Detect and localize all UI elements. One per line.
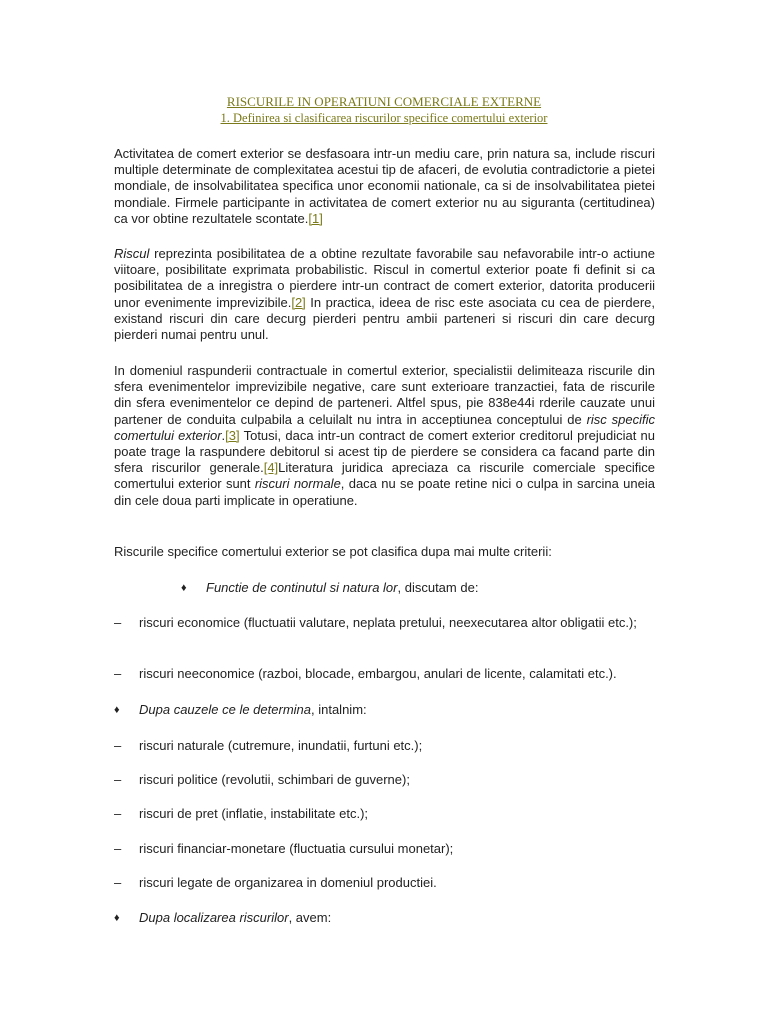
list-item: riscuri neeconomice (razboi, blocade, embargou, anulari de licente, calamitati etc.). [139,666,617,681]
list-item: riscuri legate de organizarea in domeniul productiei. [139,875,437,890]
paragraph-text: Literatura juridica apreciaza ca riscurile comerciale specifice comertului exterior sunt [114,460,655,492]
paragraph-risk-definition [114,246,655,343]
dash-marker: – [114,615,122,630]
criterion-content-nature [206,580,478,596]
term-riscul: Riscul [114,246,150,261]
criterion-label: Dupa cauzele ce le determina [139,702,311,717]
criterion-causes [139,702,367,718]
criterion-suffix: , intalnim: [311,702,367,717]
paragraph-intro [114,146,655,227]
footnote-link-3[interactable]: [3] [225,427,240,443]
criterion-location [139,910,331,926]
dash-marker: – [114,666,122,681]
bullet-diamond-icon: ♦ [114,704,120,716]
footnote-link-4[interactable]: [4] [263,460,279,476]
dash-marker: – [114,806,122,821]
dash-marker: – [114,772,122,787]
italic-term: risc specific comertului exterior [114,411,655,443]
list-item: riscuri naturale (cutremure, inundatii, furtuni etc.); [139,738,423,753]
list-item: riscuri de pret (inflatie, instabilitate etc.); [139,806,369,821]
list-item: riscuri financiar-monetare (fluctuatia cursului monetar); [139,841,454,856]
bullet-diamond-icon: ♦ [181,582,187,594]
document-title[interactable]: RISCURILE IN OPERATIUNI COMERCIALE EXTERNE [226,94,542,109]
bullet-diamond-icon: ♦ [114,912,120,924]
section-heading[interactable]: 1. Definirea si clasificarea riscurilor specifice comertului exterior [220,111,548,125]
list-item: riscuri politice (revolutii, schimbari de guverne); [139,772,410,787]
list-item: riscuri economice (fluctuatii valutare, neplata pretului, neexecutarea altor obligatii etc.); [139,615,637,630]
paragraph-text: In practica, ideea de risc este asociata cu cea de pierdere, existand riscuri din care decurg pierderi pentru ambii parteneri si riscuri din care decurg pierderi numai pentru unul. [114,294,655,343]
criterion-label: Functie de continutul si natura lor [206,580,398,595]
paragraph-text: In domeniul raspunderii contractuale in comertul exterior, specialistii delimiteaza riscurile din sfera evenimentelor imprevizibile negative, care sunt exterioare tranzactiei, fata de riscurile din sfera evenimentelor ce depind de parteneri. Altfel spus, pie 838e44i rderile cauzate unui partener de conduita culpabila a celuilalt nu intra in acceptiunea conceptului de [114,363,655,427]
paragraph-text: reprezinta posibilitatea de a obtine rezultate favorabile sau nefavorabile intr-o actiune viitoare, posibilitate exprimata probabilistic. Riscul in comertul exterior poate fi definit si ca posibilitatea de a inregistra o pierdere intr-un contract de comert exterior, datorita producerii unor evenimente imprevizibile. [114,246,655,310]
footnote-link-1[interactable]: [1] [308,210,323,226]
criteria-intro: Riscurile specifice comertului exterior se pot clasifica dupa mai multe criterii: [114,544,552,559]
paragraph-text: Totusi, daca intr-un contract de comert exterior creditorul prejudiciat nu poate trage la raspundere debitorul si acest tip de pierdere se considera ca facand parte din sfera riscurilor generale. [114,427,655,476]
criterion-suffix: , avem: [288,910,332,925]
criterion-label: Dupa localizarea riscurilor [139,910,289,925]
paragraph-text: , daca nu se poate retine nici o culpa in sarcina uneia din cele doua parti implicate in operatiune. [114,476,655,508]
italic-term: riscuri normale [254,476,341,492]
criterion-suffix: , discutam de: [397,580,479,595]
dash-marker: – [114,738,122,753]
paragraph-contractual-liability: In domeniul raspunderii contractuale in comertul exterior, specialistii delimiteaza riscurile din sfera evenimentelor imprevizibile negative, care sunt exterioare tranzactiei, fata de riscurile din sfera evenimentelor ce depind de parteneri. Altfel spus, pie 838e44i rderile cauzate unui partener de conduita culpabila a celuilalt nu intra in acceptiunea conceptului de risc specific comertului exterior.[3] Totusi, daca intr-un contract de comert exterior creditorul prejudiciat nu poate trage la raspundere debitorul si acest tip de pierdere se considera ca facand parte din sfera riscurilor generale.[4]Literatura juridica apreciaza ca riscurile comerciale specifice comertului exterior sunt riscuri normale, daca nu se poate retine nici o culpa in sarcina uneia din cele doua parti implicate in operatiune. [114,363,655,508]
footnote-link-2[interactable]: [2] [291,294,306,310]
paragraph-text: Activitatea de comert exterior se desfasoara intr-un mediu care, prin natura sa, include riscuri multiple determinate de complexitatea acestui tip de afaceri, de evolutia contradictorie a pietei mondiale, de insolvabilitatea specifica unor economii nationale, ca si de insolvabilitatea pietei mondiale. Firmele participante in activitatea de comert exterior nu au siguranta (certitudinea) ca vor obtine rezultatele scontate. [114,146,655,226]
dash-marker: – [114,841,122,856]
dash-marker: – [114,875,122,890]
